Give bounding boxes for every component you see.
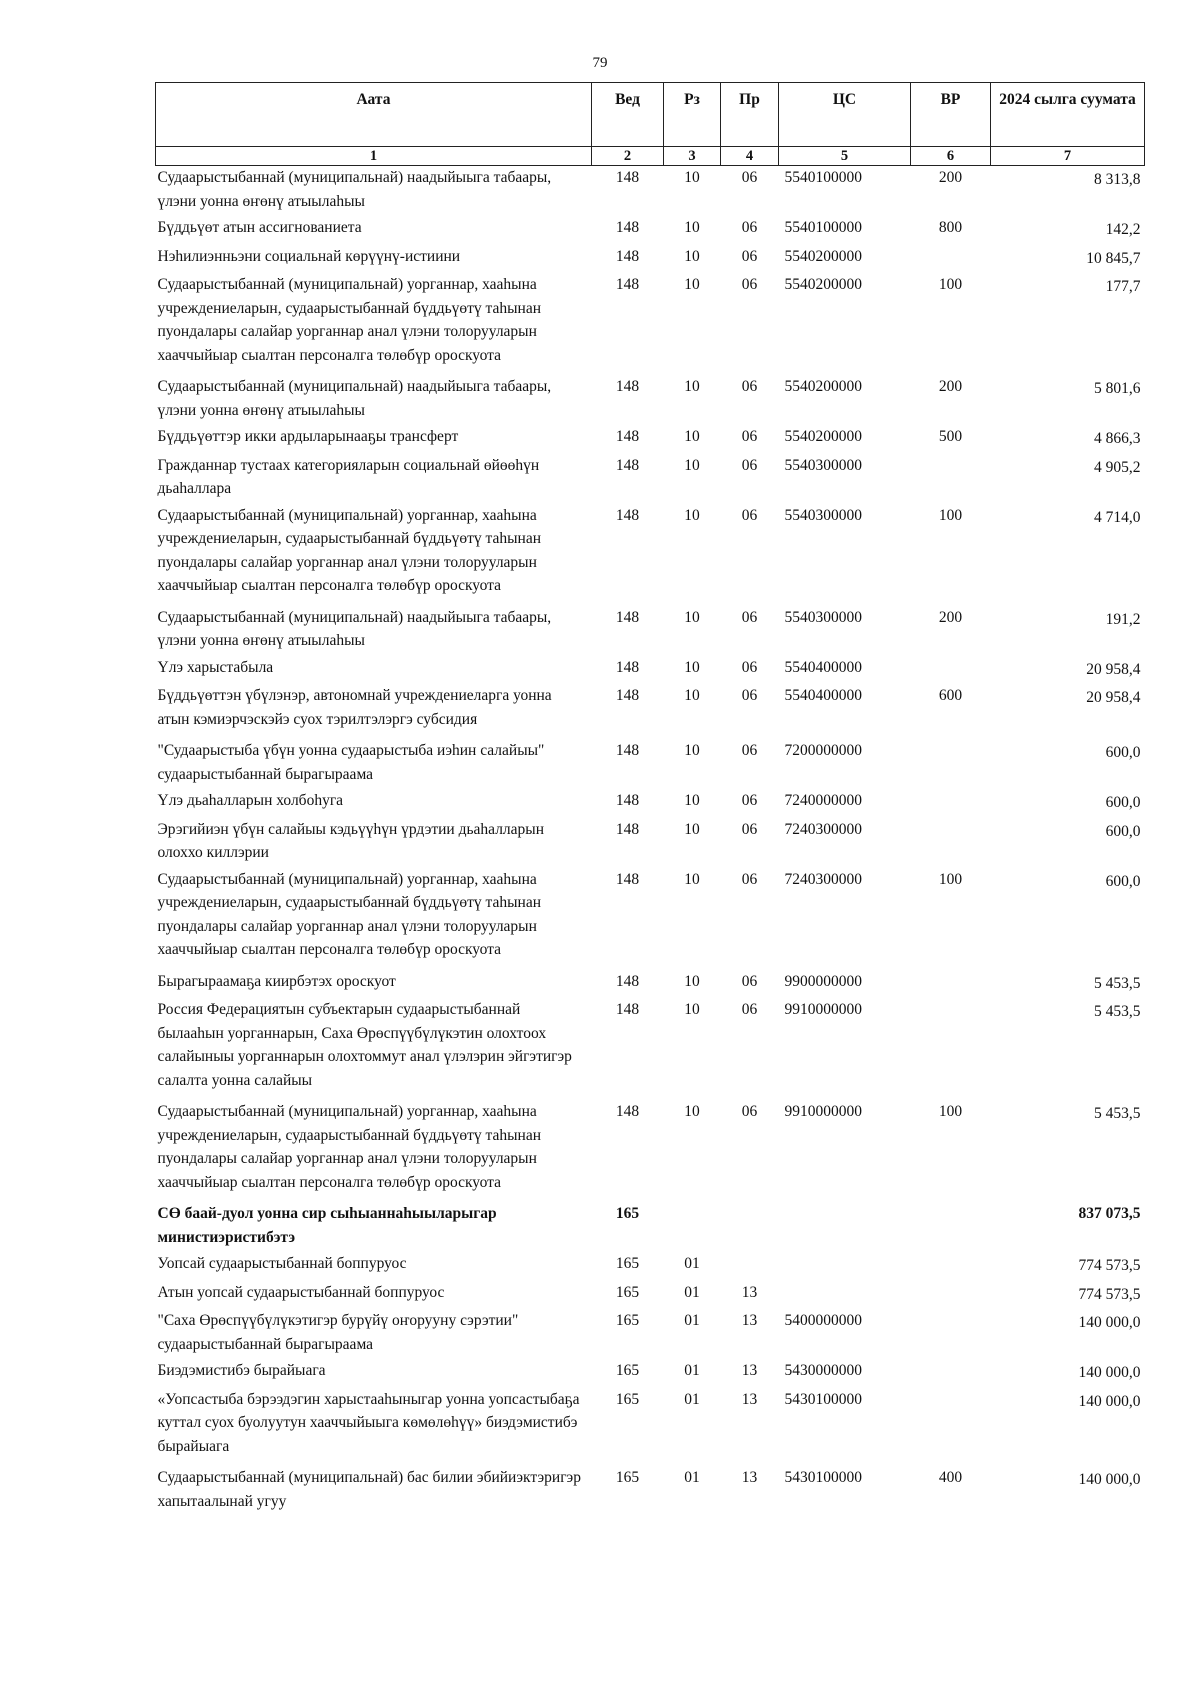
row-cs [779, 1252, 911, 1281]
row-name: Гражданнар тустаах категорияларын социальнай өйөөһүн дьаһаллара [157, 456, 540, 497]
table-body [156, 166, 1145, 1517]
table-row [156, 375, 1145, 425]
table-row [156, 818, 1145, 868]
row-pr: 13 [741, 1469, 758, 1486]
table-row [156, 454, 1145, 504]
row-cs: 5400000000 [784, 1312, 862, 1329]
header-ved: Вед [592, 83, 664, 147]
row-vr: 800 [938, 219, 963, 236]
row-rz [664, 1202, 721, 1252]
row-cs: 7200000000 [784, 742, 862, 759]
column-number: 2 [592, 147, 664, 166]
row-vr [911, 656, 991, 685]
column-number: 7 [991, 147, 1145, 166]
row-vr [911, 1388, 991, 1467]
page-number: 79 [592, 55, 608, 71]
row-name: Атын уопсай судаарыстыбаннай боппуруос [157, 1283, 445, 1301]
table-row [156, 1100, 1145, 1202]
row-vr: 400 [938, 1469, 963, 1486]
row-sum: 177,7 [1105, 278, 1141, 295]
row-rz: 10 [684, 1103, 700, 1120]
row-cs: 5540200000 [784, 247, 862, 265]
row-sum: 20 958,4 [1086, 660, 1141, 678]
row-pr: 06 [741, 276, 758, 293]
row-cs: 5540200000 [784, 378, 862, 395]
table-row [156, 216, 1145, 245]
row-pr [721, 1202, 779, 1252]
row-ved: 148 [615, 792, 640, 809]
row-ved: 148 [615, 169, 640, 186]
row-rz: 10 [684, 792, 700, 809]
row-rz: 10 [684, 1001, 700, 1018]
row-cs: 5540200000 [784, 276, 862, 293]
row-vr [911, 739, 991, 789]
row-pr: 06 [741, 687, 758, 704]
row-rz: 10 [684, 608, 700, 626]
row-vr: 200 [938, 608, 963, 626]
row-name: Судаарыстыбаннай (муниципальнай) уорганнар, хааһына учреждениеларын, судаарыстыбаннай бүддьүөтү таһынан пуондалары салайар уорганнар анал үлэни толорууларын хааччыйыар сыалтан персоналга төлөбүр ороскуота [157, 506, 542, 594]
table-row [156, 970, 1145, 999]
row-pr: 06 [741, 972, 758, 990]
row-sum: 4 866,3 [1094, 430, 1141, 447]
table-row [156, 273, 1145, 375]
table-row [156, 789, 1145, 818]
row-pr: 06 [741, 506, 758, 524]
row-vr [911, 970, 991, 999]
table-row [156, 1309, 1145, 1359]
row-sum: 4 714,0 [1094, 508, 1141, 526]
row-ved: 148 [615, 820, 640, 838]
header-cs: ЦС [779, 83, 911, 147]
row-cs: 9900000000 [784, 972, 862, 990]
row-name: Судаарыстыбаннай (муниципальнай) уорганнар, хааһына учреждениеларын, судаарыстыбаннай бүддьүөтү таһынан пуондалары салайар уорганнар анал үлэни толорууларын хааччыйыар сыалтан персоналга төлөбүр ороскуота [157, 870, 542, 958]
row-pr: 13 [741, 1390, 758, 1408]
row-sum: 5 453,5 [1094, 1105, 1141, 1122]
row-name: "Судаарыстыба үбүн уонна судаарыстыба иэһин салайыы" судаарыстыбаннай бырагыраама [157, 742, 545, 783]
row-vr: 200 [938, 169, 963, 186]
row-sum: 5 453,5 [1094, 974, 1141, 992]
row-pr: 13 [741, 1362, 758, 1379]
row-name: «Уопсастыба бэрээдэгин харыстааһыныгар уонна уопсастыбаҕа куттал суох буолуутун хааччыйыыга көмөлөһүү» биэдэмистибэ бырайыага [157, 1390, 580, 1455]
row-name: Бүддьүөттэн үбүлэнэр, автономнай учреждениеларга уонна атын кэмиэрчэскэйэ суох тэрилтэлэргэ субсидия [157, 687, 552, 728]
row-sum: 142,2 [1105, 221, 1141, 238]
row-ved: 148 [615, 276, 640, 293]
row-name: Уопсай судаарыстыбаннай боппуруос [157, 1255, 407, 1272]
row-cs: 7240000000 [784, 792, 862, 809]
row-name: Россия Федерациятын субъектарын судаарыстыбаннай былааһын уорганнарын, Саха Өрөспүүбүлүкэтин олохтоох салайыныы уорганнарын олохтоммут анал үлэлэрин эйгэтигэр салалта уонна салайыы [157, 1001, 572, 1089]
row-pr: 06 [741, 169, 758, 186]
row-ved: 165 [615, 1390, 640, 1408]
table-row [156, 868, 1145, 970]
row-ved: 148 [615, 870, 640, 888]
table-row [156, 245, 1145, 274]
row-ved: 165 [615, 1362, 640, 1379]
row-name: Нэһилиэнньэни социальнай көрүүнү-истиини [157, 247, 461, 265]
row-cs: 9910000000 [784, 1103, 862, 1120]
row-sum: 8 313,8 [1094, 171, 1141, 188]
row-ved: 165 [615, 1255, 640, 1272]
row-rz: 10 [684, 506, 700, 524]
row-name: Судаарыстыбаннай (муниципальнай) бас билии эбийиэктэригэр хапытаалынай угуу [157, 1469, 581, 1510]
row-name: Бүддьүөт атын ассигнованиета [157, 219, 362, 236]
header-name: Аата [156, 83, 592, 147]
table-row [156, 1252, 1145, 1281]
column-number: 4 [721, 147, 779, 166]
row-rz: 01 [684, 1312, 700, 1329]
row-name: Үлэ дьаһалларын холбоһуга [157, 792, 344, 809]
row-vr: 100 [938, 276, 963, 293]
row-pr: 06 [741, 1103, 758, 1120]
row-ved: 165 [615, 1205, 640, 1222]
row-cs: 7240300000 [784, 820, 862, 838]
row-sum: 10 845,7 [1086, 249, 1141, 267]
row-name: Бүддьүөттэр икки ардыларынааҕы трансферт [157, 428, 459, 445]
row-name: Судаарыстыбаннай (муниципальнай) уорганнар, хааһына учреждениеларын, судаарыстыбаннай бүддьүөтү таһынан пуондалары салайар уорганнар анал үлэни толорууларын хааччыйыар сыалтан персоналга төлөбүр ороскуота [157, 276, 542, 364]
row-ved: 148 [615, 1103, 640, 1120]
row-sum: 837 073,5 [1078, 1205, 1141, 1222]
row-ved: 148 [615, 456, 640, 474]
column-number: 5 [779, 147, 911, 166]
row-pr: 06 [741, 378, 758, 395]
row-ved: 165 [615, 1283, 640, 1301]
row-sum: 191,2 [1105, 610, 1141, 628]
row-ved: 148 [615, 972, 640, 990]
row-cs: 5540400000 [784, 687, 862, 704]
row-name: Эрэгийиэн үбүн салайыы кэдьүүһүн үрдэтии дьаһалларын олоххо киллэрии [157, 820, 545, 861]
row-rz: 01 [684, 1469, 700, 1486]
row-ved: 148 [615, 742, 640, 759]
row-cs: 5540300000 [784, 456, 862, 474]
row-name: Судаарыстыбаннай (муниципальнай) наадыйыыга табаары, үлэни уонна өҥөнү атыылаһыы [157, 378, 552, 419]
row-ved: 148 [615, 378, 640, 395]
row-pr: 06 [741, 608, 758, 626]
table-row [156, 1466, 1145, 1516]
row-vr [911, 1309, 991, 1359]
row-sum: 20 958,4 [1086, 689, 1141, 706]
row-cs: 5540300000 [784, 506, 862, 524]
row-vr [911, 1252, 991, 1281]
row-cs [779, 1202, 911, 1252]
row-cs [779, 1281, 911, 1310]
row-ved: 148 [615, 219, 640, 236]
row-rz: 10 [684, 972, 700, 990]
row-name: СӨ баай-дуол уонна сир сыһыаннаһыыларыгар министиэристибэтэ [157, 1205, 497, 1246]
row-name: Бырагыраамаҕа киирбэтэх ороскуот [157, 972, 396, 990]
row-sum: 774 573,5 [1078, 1285, 1141, 1303]
row-rz: 01 [684, 1283, 700, 1301]
header-vr: ВР [911, 83, 991, 147]
row-ved: 148 [615, 658, 640, 676]
row-pr: 06 [741, 428, 758, 445]
row-ved: 148 [615, 428, 640, 445]
row-vr: 600 [938, 687, 963, 704]
row-pr: 06 [741, 870, 758, 888]
row-ved: 148 [615, 608, 640, 626]
row-rz: 10 [684, 276, 700, 293]
row-rz: 10 [684, 428, 700, 445]
row-pr: 06 [741, 658, 758, 676]
row-vr [911, 1359, 991, 1388]
row-name: Судаарыстыбаннай (муниципальнай) наадыйыыга табаары, үлэни уонна өҥөнү атыылаһыы [157, 169, 552, 210]
table-row [156, 1388, 1145, 1467]
row-cs: 5540200000 [784, 428, 862, 445]
row-pr: 06 [741, 820, 758, 838]
column-number: 3 [664, 147, 721, 166]
row-sum: 600,0 [1105, 794, 1141, 811]
row-pr: 06 [741, 247, 758, 265]
table-header [156, 83, 1145, 166]
row-pr: 06 [741, 1001, 758, 1018]
row-rz: 10 [684, 870, 700, 888]
row-name: Биэдэмистибэ бырайыага [157, 1362, 326, 1379]
row-name: Судаарыстыбаннай (муниципальнай) наадыйыыга табаары, үлэни уонна өҥөнү атыылаһыы [157, 608, 552, 649]
row-vr: 100 [938, 1103, 963, 1120]
row-vr: 500 [938, 428, 963, 445]
row-sum: 5 801,6 [1094, 380, 1141, 397]
row-rz: 10 [684, 247, 700, 265]
row-sum: 140 000,0 [1078, 1392, 1141, 1410]
row-rz: 10 [684, 219, 700, 236]
row-cs: 9910000000 [784, 1001, 862, 1018]
row-cs: 5540100000 [784, 219, 862, 236]
row-vr [911, 454, 991, 504]
row-ved: 165 [615, 1469, 640, 1486]
header-row [156, 83, 1145, 147]
table-row [156, 1202, 1145, 1252]
header-sum: 2024 сылга суумата [991, 83, 1145, 147]
row-rz: 10 [684, 169, 700, 186]
row-pr: 13 [741, 1312, 758, 1329]
row-rz: 01 [684, 1255, 700, 1272]
table-row [156, 1281, 1145, 1310]
column-number: 1 [156, 147, 592, 166]
row-cs: 5540400000 [784, 658, 862, 676]
row-sum: 600,0 [1105, 872, 1141, 890]
header-pr: Пр [721, 83, 779, 147]
row-ved: 148 [615, 506, 640, 524]
row-sum: 140 000,0 [1078, 1364, 1141, 1381]
row-vr [911, 789, 991, 818]
row-cs: 5540100000 [784, 169, 862, 186]
table-row [156, 739, 1145, 789]
row-sum: 774 573,5 [1078, 1257, 1141, 1274]
row-vr [911, 998, 991, 1100]
row-rz: 10 [684, 687, 700, 704]
row-name: Үлэ харыстабыла [157, 658, 274, 676]
row-rz: 10 [684, 820, 700, 838]
row-ved: 148 [615, 1001, 640, 1018]
row-cs: 5430100000 [784, 1390, 862, 1408]
row-rz: 01 [684, 1390, 700, 1408]
row-vr: 200 [938, 378, 963, 395]
table-row [156, 656, 1145, 685]
row-pr: 06 [741, 456, 758, 474]
row-vr [911, 818, 991, 868]
table-row [156, 684, 1145, 739]
column-number: 6 [911, 147, 991, 166]
row-name: "Саха Өрөспүүбүлүкэтигэр бурүйү оҥорууну сэрэтии" судаарыстыбаннай бырагыраама [157, 1312, 519, 1353]
row-vr [911, 1281, 991, 1310]
row-pr [721, 1252, 779, 1281]
row-sum: 600,0 [1105, 822, 1141, 840]
table-row [156, 166, 1145, 217]
row-sum: 4 905,2 [1094, 458, 1141, 476]
table-row [156, 998, 1145, 1100]
table-row [156, 504, 1145, 606]
column-number-row [156, 147, 1145, 166]
row-sum: 600,0 [1105, 744, 1141, 761]
row-vr: 100 [938, 870, 963, 888]
row-pr: 13 [741, 1283, 758, 1301]
row-vr [911, 245, 991, 274]
row-pr: 06 [741, 742, 758, 759]
row-sum: 5 453,5 [1094, 1003, 1141, 1020]
row-rz: 10 [684, 456, 700, 474]
row-rz: 10 [684, 658, 700, 676]
row-vr [911, 1202, 991, 1252]
row-rz: 10 [684, 378, 700, 395]
budget-table-container [155, 82, 1144, 1516]
header-rz: Рз [664, 83, 721, 147]
row-pr: 06 [741, 792, 758, 809]
row-ved: 148 [615, 687, 640, 704]
row-cs: 5540300000 [784, 608, 862, 626]
row-pr: 06 [741, 219, 758, 236]
row-cs: 5430000000 [784, 1362, 862, 1379]
row-sum: 140 000,0 [1078, 1314, 1141, 1331]
row-cs: 5430100000 [784, 1469, 862, 1486]
table-row [156, 606, 1145, 656]
row-rz: 10 [684, 742, 700, 759]
budget-table [155, 82, 1145, 1516]
row-name: Судаарыстыбаннай (муниципальнай) уорганнар, хааһына учреждениеларын, судаарыстыбаннай бүддьүөтү таһынан пуондалары салайар уорганнар анал үлэни толорууларын хааччыйыар сыалтан персоналга төлөбүр ороскуота [157, 1103, 542, 1191]
row-vr: 100 [938, 506, 963, 524]
row-cs: 7240300000 [784, 870, 862, 888]
row-sum: 140 000,0 [1078, 1471, 1141, 1488]
table-row [156, 1359, 1145, 1388]
table-row [156, 425, 1145, 454]
row-ved: 148 [615, 247, 640, 265]
row-rz: 01 [684, 1362, 700, 1379]
row-ved: 165 [615, 1312, 640, 1329]
